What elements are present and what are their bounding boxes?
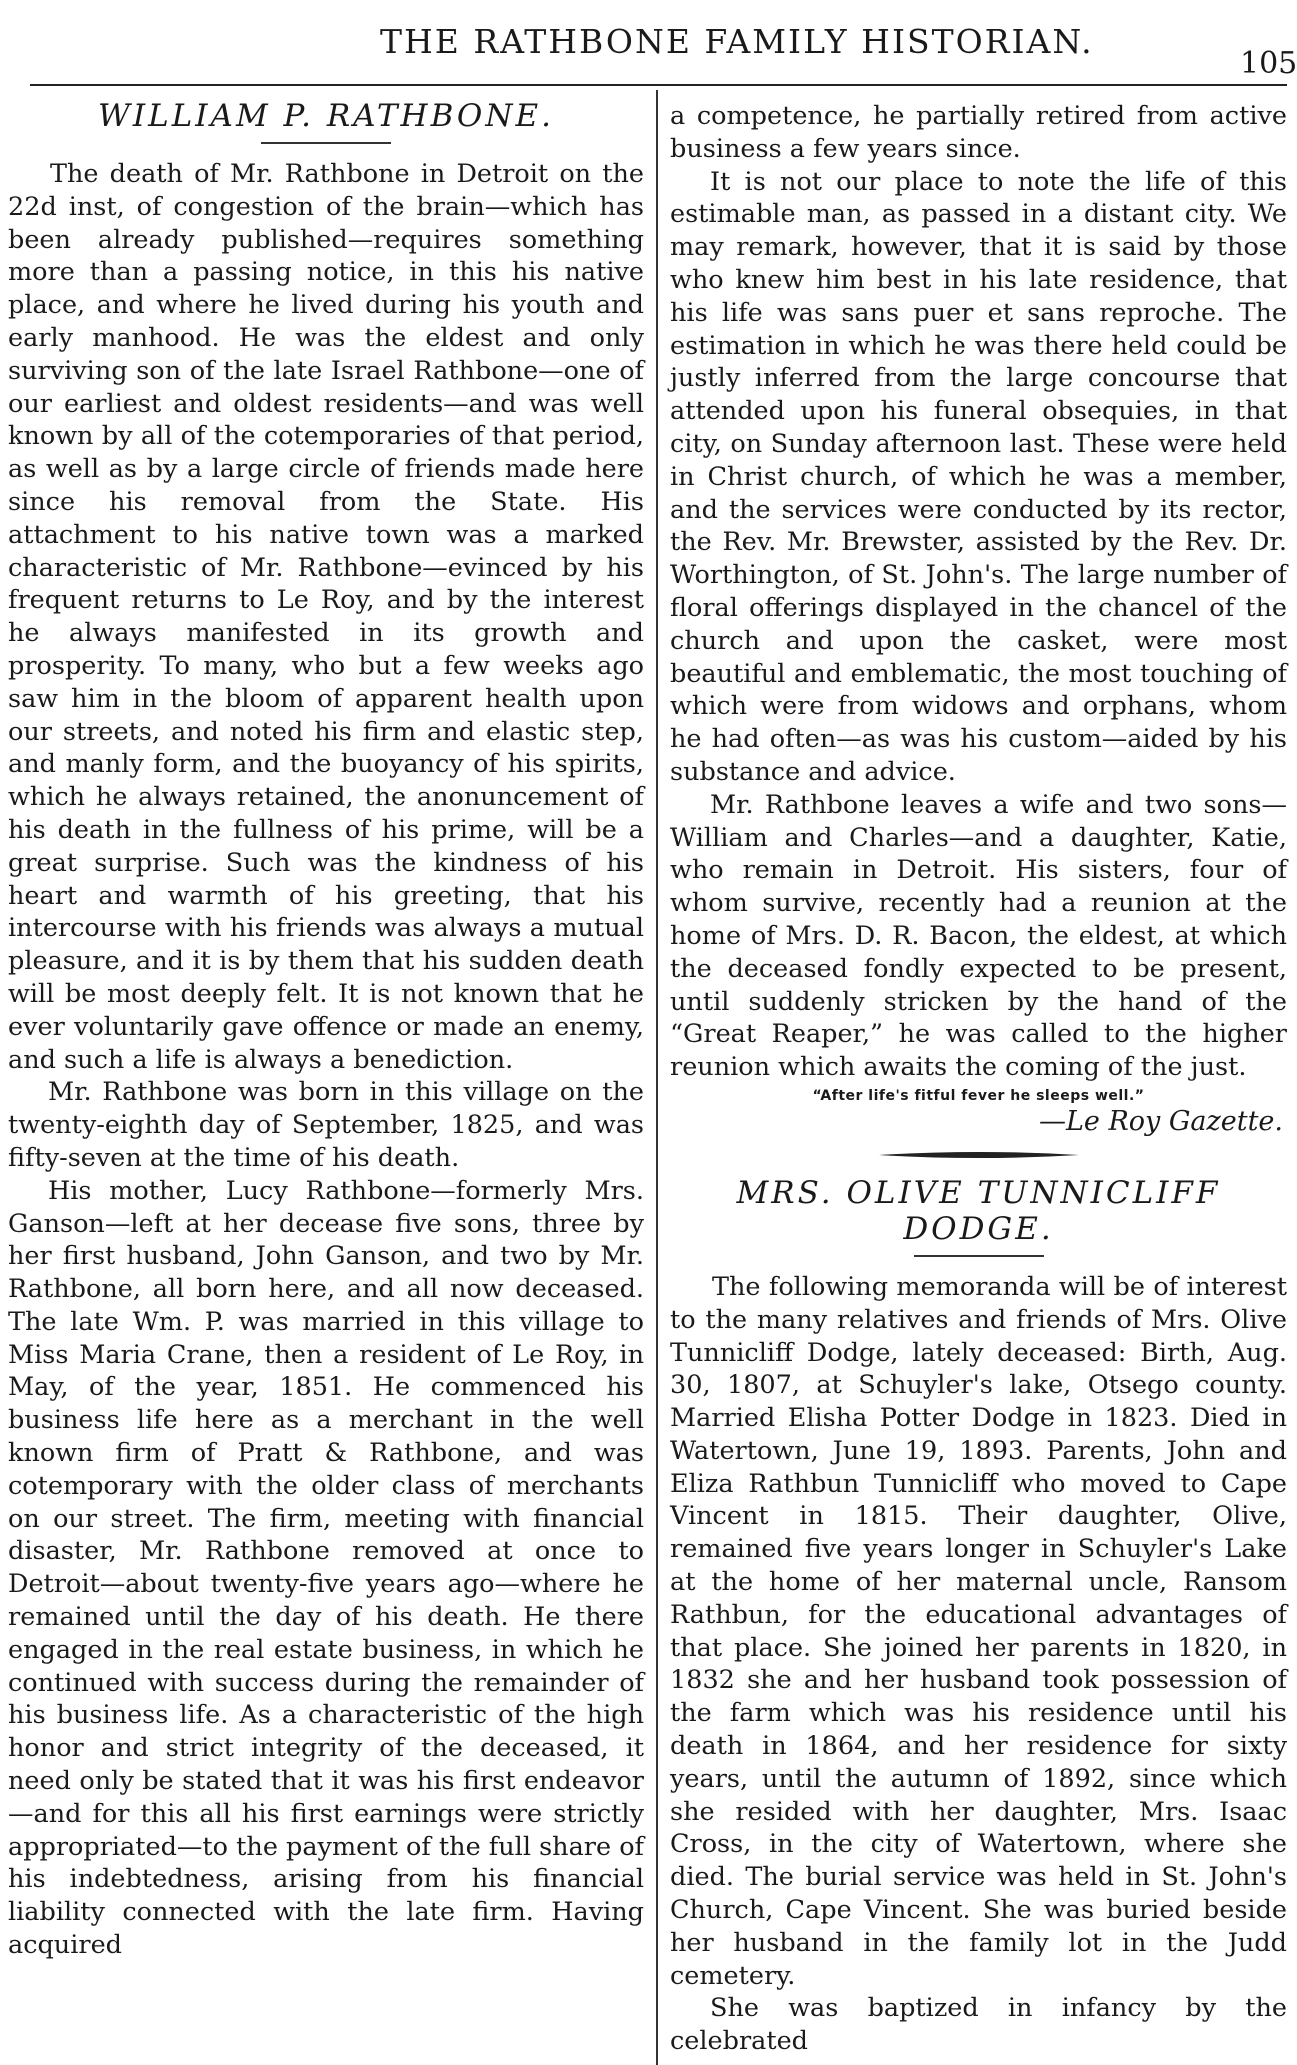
page-header bbox=[0, 0, 1297, 90]
title-rule bbox=[914, 1255, 1044, 1257]
running-head: THE RATHBONE FAMILY HISTORIAN. bbox=[380, 22, 1094, 61]
left-column bbox=[8, 92, 644, 2062]
paragraph: Mr. Rathbone was born in this village on the twenty-eighth day of September, 1825, and was fifty-seven at the time of his death. bbox=[8, 1077, 644, 1173]
paragraph: She was baptized in infancy by the celebrated bbox=[670, 1993, 1287, 2057]
paragraph: The following memoranda will be of interest to the many relatives and friends of Mrs. Olive Tunnicliff Dodge, lately deceased: Birth, Aug. 30, 1807, at Schuyler's lake, Otsego county. Married Elisha Potter Dodge in 1823. Died in Watertown, June 19, 1893. Parents, John and Eliza Rathbun Tunnicliff who moved to Cape Vincent in 1815. Their daughter, Olive, remained five years longer in Schuyler's Lake at the home of her maternal uncle, Ransom Rathbun, for the educational advantages of that place. She joined her parents in 1820, in 1832 she and her husband took possession of the farm which was his residence until his death in 1864, and her residence for sixty years, until the autumn of 1892, since which she resided with her daughter, Mrs. Isaac Cross, in the city of Watertown, where she died. The burial service was held in St. John's Church, Cape Vincent. She was buried beside her husband in the family lot in the Judd cemetery. bbox=[670, 1271, 1287, 1991]
paragraph: It is not our place to note the life of this estimable man, as passed in a distant city. We may remark, however, that it is said by those who knew him best in his late residence, that his life was sans puer et sans reproche. The estimation in which he was there held could be justly inferred from the large concourse that attended upon his funeral obsequies, in that city, on Sunday afternoon last. These were held in Christ church, of which he was a member, and the services were conducted by its rector, the Rev. Mr. Brewster, assisted by the Rev. Dr. Worthington, of St. John's. The large number of floral offerings displayed in the chancel of the church and upon the casket, were most beautiful and emblematic, the most touching of which were from widows and orphans, whom he had often—as was his custom—aided by his substance and advice. bbox=[670, 166, 1287, 787]
paragraph: a competence, he partially retired from active business a few years since. bbox=[670, 101, 1287, 164]
title-rule bbox=[261, 142, 391, 144]
article-title-dodge: MRS. OLIVE TUNNICLIFF DODGE. bbox=[736, 1174, 1221, 1247]
paragraph: The death of Mr. Rathbone in Detroit on the 22d inst, of congestion of the brain—which has been already published—requires something more than a passing notice, in this his native place, and where he lived during his youth and early manhood. He was the eldest and only surviving son of the late Israel Rathbone—one of our earliest and oldest residents—and was well known by all of the cotemporaries of that period, as well as by a large circle of friends made here since his removal from the State. His attachment to his native town was a marked characteristic of Mr. Rathbone—evinced by his frequent returns to Le Roy, and by the interest he always manifested in its growth and prosperity. To many, who but a few weeks ago saw him in the bloom of apparent health upon our streets, and noted his firm and elastic step, and manly form, and the buoyancy of his spirits, which he always retained, the anonuncement of his death in the fullness of his prime, will be a great surprise. Such was the kindness of his heart and warmth of his greeting, that his intercourse with his friends was always a mutual pleasure, and it is by them that his sudden death will be most deeply felt. It is not known that he ever voluntarily gave offence or made an enemy, and such a life is always a benediction. bbox=[8, 159, 644, 1075]
article-title-rathbone: WILLIAM P. RATHBONE. bbox=[98, 98, 554, 134]
ornamental-rule-icon bbox=[879, 1149, 1079, 1161]
paragraph: His mother, Lucy Rathbone—formerly Mrs. Ganson—left at her decease five sons, three by her first husband, John Ganson, and two by Mr. Rathbone, all born here, and all now deceased. The late Wm. P. was married in this village to Miss Maria Crane, then a resident of Le Roy, in May, of the year, 1851. He commenced his business life here as a merchant in the well known firm of Pratt & Rathbone, and was cotemporary with the older class of merchants on our street. The firm, meeting with financial disaster, Mr. Rathbone removed at once to Detroit—about twenty-five years ago—where he remained until the day of his death. He there engaged in the real estate business, in which he continued with success during the remainder of his business life. As a characteristic of the high honor and strict integrity of the deceased, it need only be stated that it was his first endeavor—and for this all his first earnings were strictly appropriated—to the payment of the full share of his indebtedness, arising from his financial liability connected with the late firm. Having acquired bbox=[8, 1175, 644, 1961]
page-number: 105 bbox=[1240, 46, 1297, 81]
header-rule bbox=[30, 84, 1287, 86]
source-signature: —Le Roy Gazette. bbox=[1038, 1105, 1283, 1137]
paragraph: Mr. Rathbone leaves a wife and two sons—William and Charles—and a daughter, Katie, who remain in Detroit. His sisters, four of whom survive, recently had a reunion at the home of Mrs. D. R. Bacon, the eldest, at which the deceased fondly expected to be present, until suddenly stricken by the hand of the “Great Reaper,” he was called to the higher reunion which awaits the coming of the just. bbox=[670, 789, 1287, 1083]
epigraph-quote: “After life's fitful fever he sleeps well.” bbox=[812, 1087, 1145, 1104]
column-divider bbox=[656, 90, 658, 2065]
right-column bbox=[670, 100, 1287, 2060]
